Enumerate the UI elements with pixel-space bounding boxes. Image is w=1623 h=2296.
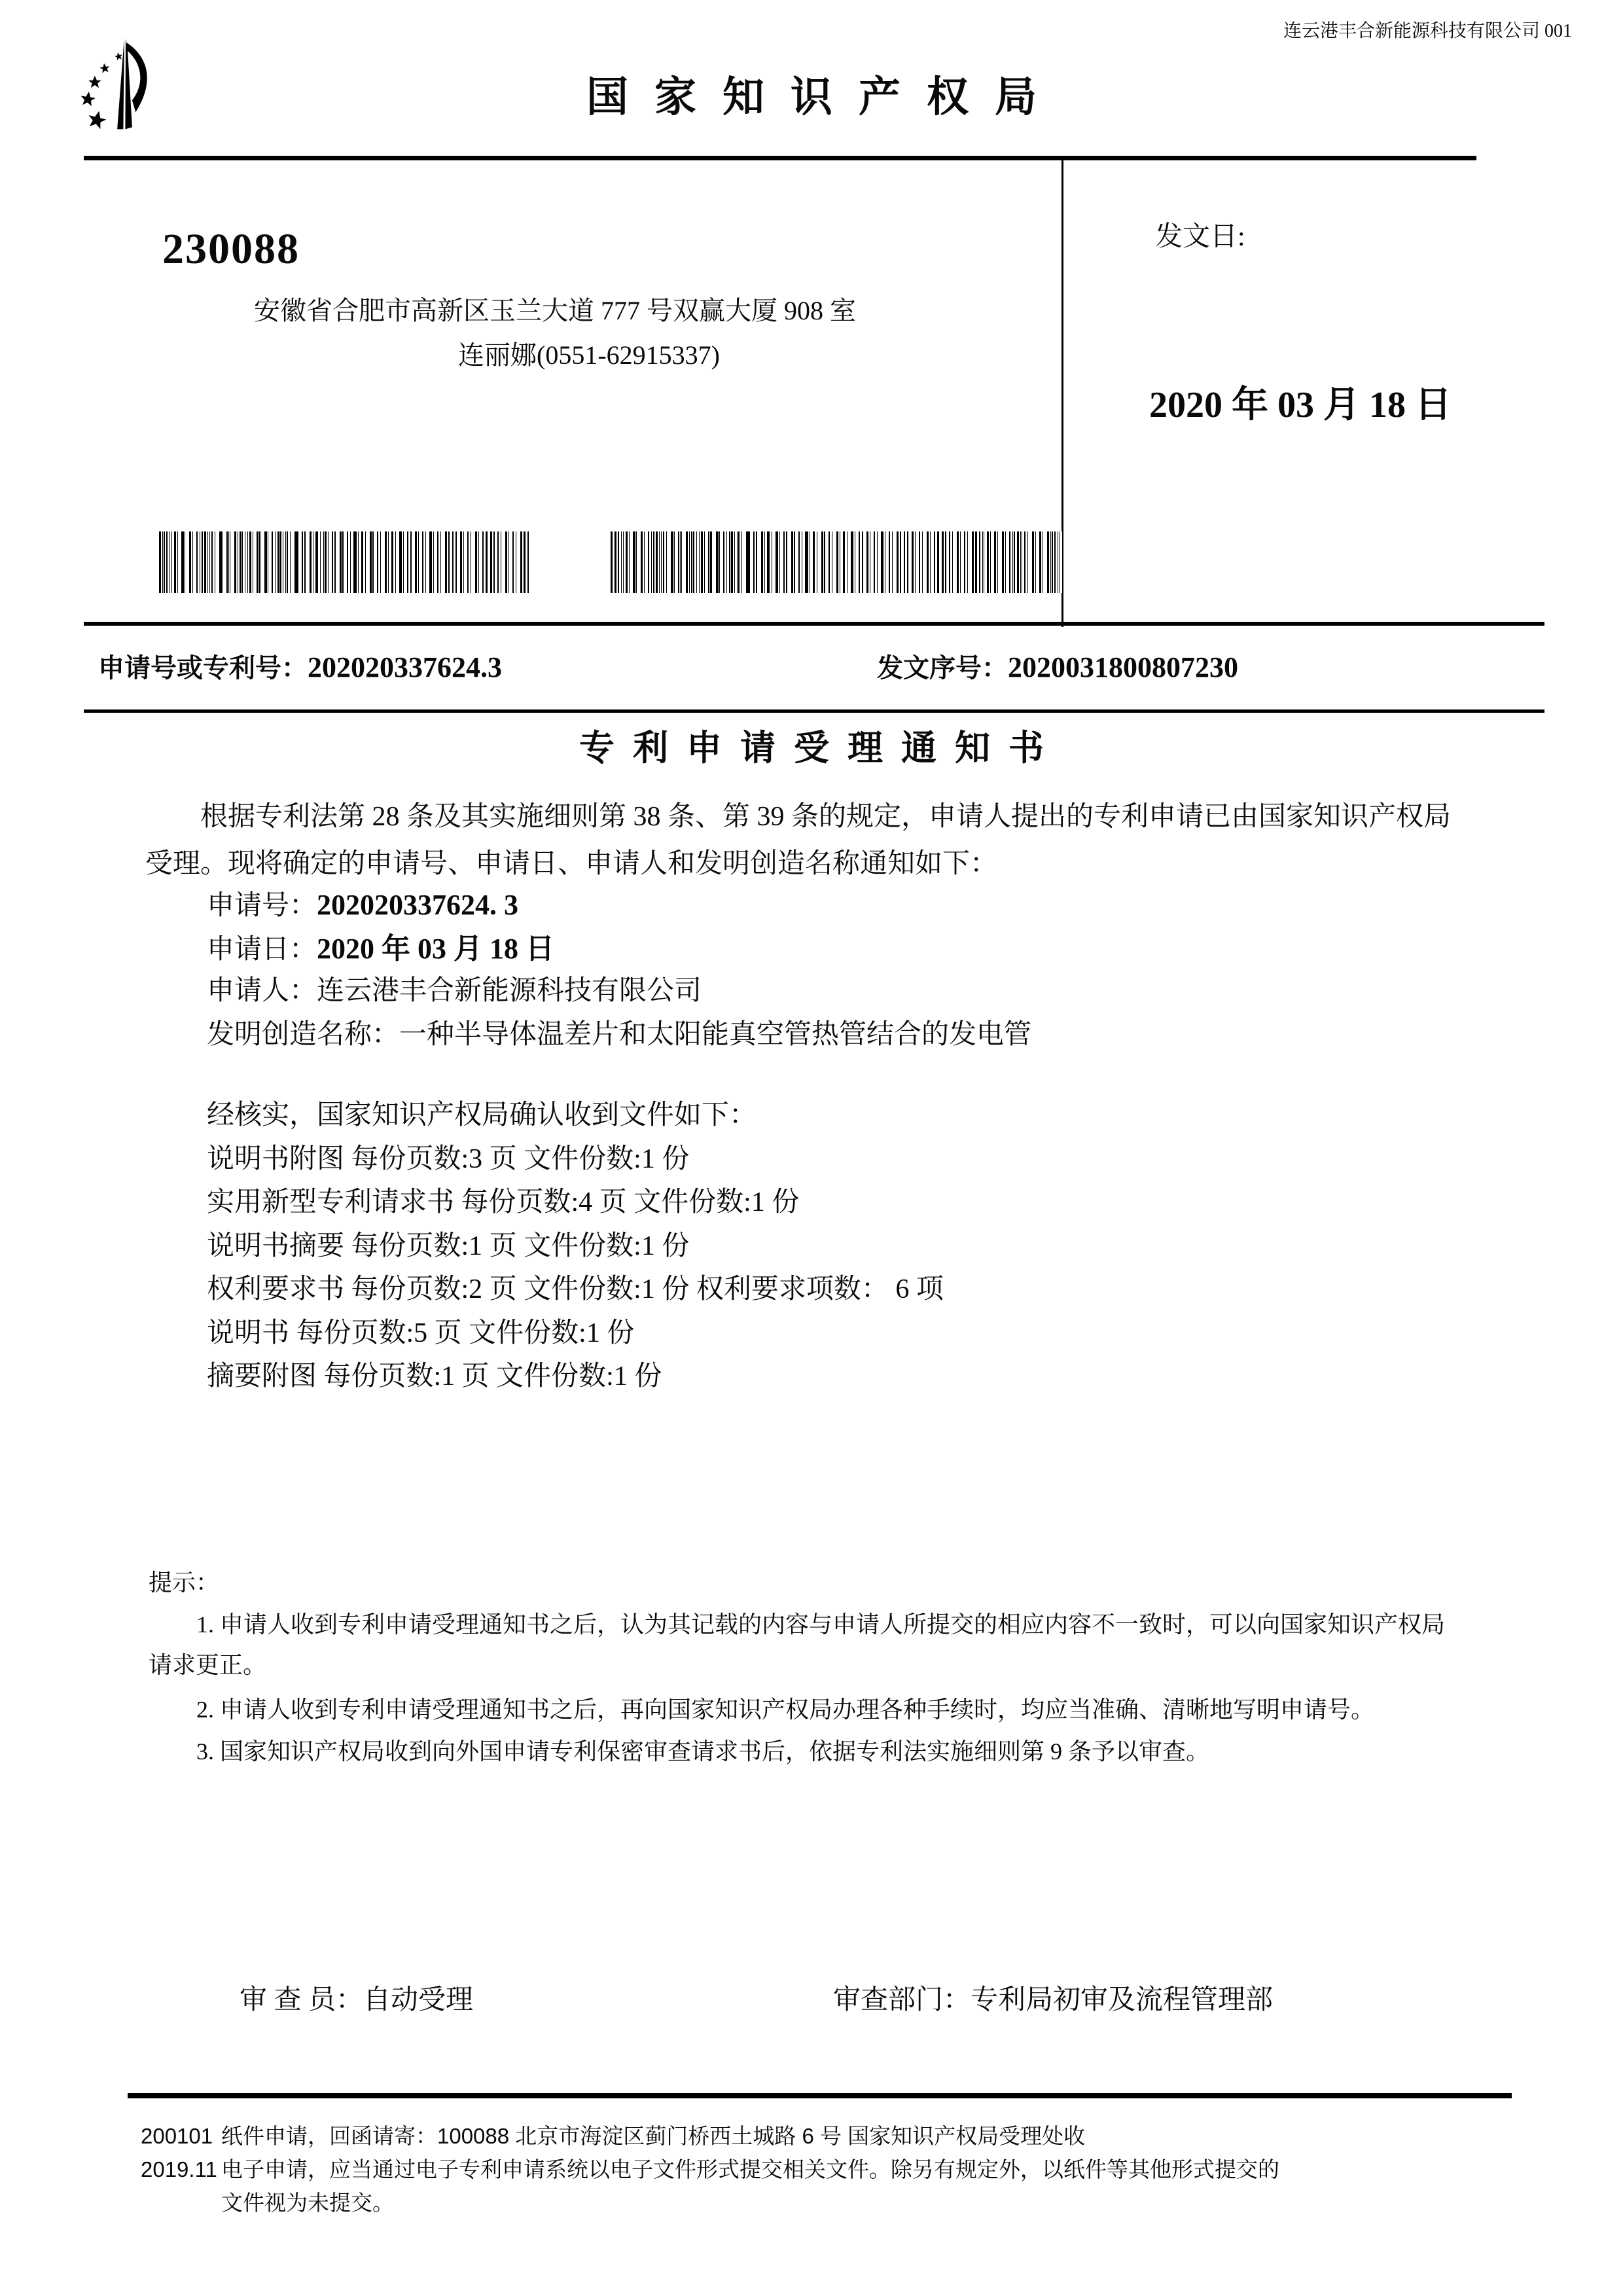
examiner-value: 自动受理 <box>363 1985 474 2015</box>
field-label: 申请号： <box>207 891 317 921</box>
field-label: 发明创造名称： <box>207 1020 400 1050</box>
document-row: 权利要求书 每份页数:2 页 文件份数:1 份 权利要求项数： 6 项 <box>207 1274 944 1304</box>
field-value: 202020337624. 3 <box>317 889 519 921</box>
department-row <box>833 1983 1273 2018</box>
examiner-label: 审 查 员： <box>240 1985 364 2015</box>
application-number-value: 202020337624.3 <box>308 651 502 683</box>
field-invention-title <box>207 1018 1031 1052</box>
department-label: 审查部门： <box>833 1985 971 2015</box>
field-label: 申请日： <box>207 935 317 965</box>
divider-below-ref-row <box>84 709 1544 713</box>
footer-paper-filing-line: 纸件申请，回函请寄：100088 北京市海淀区蓟门桥西土城路 6 号 国家知识产权局受理处收 <box>221 2124 1086 2148</box>
field-application-date <box>207 931 554 967</box>
document-row: 实用新型专利请求书 每份页数:4 页 文件份数:1 份 <box>207 1187 800 1217</box>
document-row: 说明书 每份页数:5 页 文件份数:1 份 <box>207 1318 635 1348</box>
application-number-row <box>98 649 502 685</box>
field-application-number <box>207 887 518 924</box>
tip-2: 2. 申请人收到专利申请受理通知书之后，再向国家知识产权局办理各种手续时，均应当准确、清晰地写明申请号。 <box>196 1696 1375 1723</box>
field-applicant <box>207 974 702 1009</box>
footer-efiling-line2: 文件视为未提交。 <box>221 2191 394 2215</box>
tips-label: 提示： <box>149 1570 220 1596</box>
issue-date-value: 2020 年 03 月 18 日 <box>1149 385 1452 425</box>
barcode-serial <box>611 531 1063 593</box>
document-row: 说明书附图 每份页数:3 页 文件份数:1 份 <box>207 1144 690 1174</box>
tip-3: 3. 国家知识产权局收到向外国申请专利保密审查请求书后，依据专利法实施细则第 9 条予以审查。 <box>196 1738 1210 1765</box>
agency-title: 国家知识产权局 <box>586 73 1063 120</box>
issue-date-label: 发文日: <box>1155 222 1245 252</box>
tip-1-line1: 1. 申请人收到专利申请受理通知书之后，认为其记载的内容与申请人所提交的相应内容不一致时，可以向国家知识产权局 <box>196 1611 1446 1638</box>
confirm-line: 经核实，国家知识产权局确认收到文件如下： <box>207 1100 757 1130</box>
recipient-address: 安徽省合肥市高新区玉兰大道 777 号双赢大厦 908 室 <box>254 296 856 325</box>
department-value: 专利局初审及流程管理部 <box>971 1985 1274 2015</box>
serial-number-value: 2020031800807230 <box>1008 651 1238 683</box>
footer-form-code: 200101 <box>141 2124 213 2148</box>
footer-efiling-line1: 电子申请，应当通过电子专利申请系统以电子文件形式提交相关文件。除另有规定外，以纸件等其他形式提交的 <box>221 2157 1279 2181</box>
footer-divider <box>128 2093 1512 2098</box>
header-divider <box>84 156 1476 160</box>
field-label: 申请人： <box>207 976 317 1006</box>
notice-paragraph-line1: 根据专利法第 28 条及其实施细则第 38 条、第 39 条的规定，申请人提出的专利申请已由国家知识产权局 <box>200 802 1452 832</box>
field-value: 2020 年 03 月 18 日 <box>317 933 555 965</box>
serial-number-label: 发文序号： <box>877 653 1008 683</box>
document-row: 摘要附图 每份页数:1 页 文件份数:1 份 <box>207 1361 662 1391</box>
notice-paragraph-line2: 受理。现将确定的申请号、申请日、申请人和发明创造名称通知如下： <box>145 849 998 879</box>
serial-number-row <box>877 649 1238 685</box>
field-value: 一种半导体温差片和太阳能真空管热管结合的发电管 <box>399 1020 1032 1050</box>
recipient-postcode: 230088 <box>162 225 300 273</box>
recipient-contact: 连丽娜(0551-62915337) <box>458 340 720 370</box>
tip-1-line2: 请求更正。 <box>149 1652 267 1678</box>
document-row: 说明书摘要 每份页数:1 页 文件份数:1 份 <box>207 1231 690 1261</box>
field-value: 连云港丰合新能源科技有限公司 <box>317 976 702 1006</box>
examiner-row <box>240 1983 473 2018</box>
barcode-application <box>159 531 529 593</box>
notice-title: 专利申请受理通知书 <box>579 728 1062 768</box>
divider-above-ref-row <box>84 622 1544 626</box>
corner-note: 连云港丰合新能源科技有限公司 001 <box>1283 21 1572 41</box>
application-number-label: 申请号或专利号： <box>98 653 308 683</box>
footer-form-date: 2019.11 <box>141 2157 217 2181</box>
